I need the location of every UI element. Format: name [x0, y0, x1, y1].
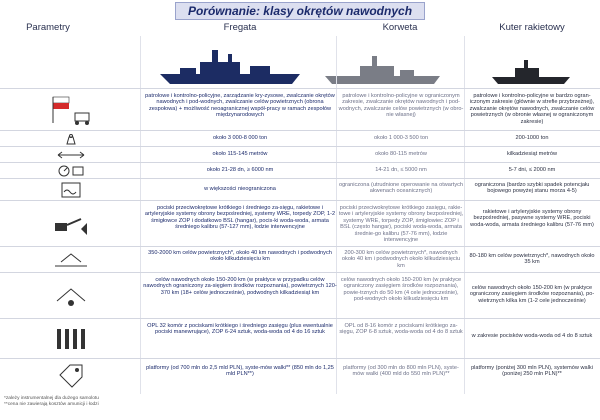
title-banner — [0, 2, 600, 20]
frigate-cost: platformy (od 700 mln do 2,5 mld PLN), syste-mów walki** (850 mln do 1,25 mld PLN**) — [146, 365, 334, 378]
header-corvette: Korweta — [382, 22, 418, 33]
table-row — [0, 272, 600, 319]
missile-length: kilkadziesiąt metrów — [506, 151, 558, 157]
frigate-munitions: OPL 32 komór z pociskami krótkiego i średniego zasięgu (plus ewentualnie pociski manewrujące), ZOP 6-24 sztuk, woda-woda od 4 do 16 sztuk — [147, 323, 333, 336]
missile-cost: platformy (poniżej 300 mln PLN), systemów walki (poniżej 250 mln PLN)** — [471, 365, 593, 378]
missile-displacement: 200-1000 ton — [515, 135, 549, 141]
missile-armament: rakietowe i artyleryjskie systemy obrony bezpośredniej, pasywne systemy WRE, pociski woda-woda, armata średniego kalibru (57-76 mm) — [470, 209, 594, 228]
frigate-endurance: około 21-28 dn, ≥ 6000 nm — [206, 167, 274, 173]
missile-role: patrolowe i kontrolno-policyjne w bardzo ogran-iczonym zakresie (głównie w strefie przybrzeżnej), zwalczanie okrętów nawodnych, zwalczanie celów powietrznych (w obronie własnej w ograniczonym zakresie) — [469, 93, 595, 125]
surface-range-icon — [2, 250, 140, 270]
frigate-displacement: około 3 000-8 000 ton — [212, 135, 268, 141]
air-range-icon — [2, 281, 140, 311]
ship-silhouettes — [0, 44, 600, 86]
footnote: **cena nie zawierają kosztów amunicji i łodzi — [4, 402, 99, 407]
sea-state-icon — [2, 182, 140, 198]
table-row — [0, 318, 600, 359]
corvette-engagement: celów nawodnych około 150-200 km (w praktyce ograniczony zasięgiem środków rozpoznania), powie-trznych do 50 km (4 cele jednocześnie), pod-wodnych około kilkudziesięciu km — [340, 277, 462, 303]
frigate-detection: 350-2000 km celów powietrznych*, około 40 km nawodnych i podwodnych około kilkudziesięciu km — [148, 250, 332, 263]
corvette-detection: 200-300 km celów powietrznych*, nawodnych około 40 km i podwodnych około kilkudziesięciu km — [341, 250, 461, 269]
footnotes — [4, 396, 99, 408]
weight-icon — [2, 133, 140, 145]
corvette-seaworthiness: ograniczona (utrudnione operowanie na otwartych akwenach oceanicznych) — [338, 182, 464, 195]
missile-seaworthiness: ograniczona (bardzo szybki spadek potencjału bojowego powyżej stanu morza 4-5) — [474, 182, 590, 195]
table-row — [0, 146, 600, 163]
length-icon — [2, 149, 140, 161]
table-row — [0, 246, 600, 273]
frigate-role: patrolowe i kontrolno-policyjne, zarządzanie kry-zysowe, zwalczanie okrętów nawodnych i pod-wodnych, zwalczanie celów powietrznych (obrona zespołowa) + możliwość neoagranicznej współ-pracy w ramach zespołów międzynarodowych — [145, 93, 335, 119]
table-row — [0, 130, 600, 147]
frigate-armament: pociski przeciwokrętowe krótkiego i średniego za-sięgu, rakietowe i artyleryjskie systemy obrony bezpośredniej, systemy WRE, torpedy ZOP, 1-2 śmigłowce ZOP i dodatkowo BSL (hangar), pocis-ki woda-woda, armata średniego kalibru (57-127 mm), łodzie interwencyjne — [144, 205, 336, 231]
table-row — [0, 178, 600, 201]
header-parameters: Parametry — [26, 22, 70, 33]
footnote: *zależy instrumentalnej dla dużego samolotu — [4, 396, 99, 401]
frigate-engagement: celów nawodnych około 150-200 km (w praktyce w przypadku celów nawodnych ograniczony za-sięgiem środków rozpoznania), powietrznych 120-370 km (18+ celów jednocześnie), podwodnych kilkadziesiąt km — [143, 277, 337, 296]
missile-engagement: celów nawodnych około 150-200 km (w praktyce ograniczony zasięgiem środków rozpoznania), po-wietrznych kilka km (1-2 cele jednocześnie) — [469, 285, 595, 304]
header-missile-boat: Kuter rakietowy — [499, 22, 565, 33]
corvette-endurance: 14-21 dn, ≤ 5000 nm — [375, 167, 427, 173]
header-frigate: Fregata — [223, 22, 257, 33]
table-row — [0, 88, 600, 131]
table-row — [0, 200, 600, 247]
corvette-munitions: OPL od 8-16 komór z pociskami krótkiego za-sięgu, ZOP 6-8 sztuk, woda-woda od 4 do 8 sztuk — [339, 323, 463, 336]
weapons-icon — [2, 209, 140, 239]
missile-detection: 80-180 km celów powietrznych*, nawodnych około 35 km — [469, 253, 595, 266]
corvette-cost: platformy (od 300 mln do 800 mln PLN), syste-mów walki (400 mld do 550 mln PLN)** — [343, 365, 459, 378]
frigate-length: około 115-145 metrów — [212, 151, 268, 157]
table-row — [0, 358, 600, 393]
corvette-armament: pociski przeciwokrętowe krótkiego zasięgu, rakie-towe i artyleryjskie systemy obrony bezpośredniej, systemy WRE, torpedy ZOP, śmigłowiec ZOP i BSL (często hangar), pociski woda-woda, armata średnie-go kalibru (57-76 mm), łodzie interwencyjne — [338, 205, 464, 244]
ensign-and-tasks-icon — [2, 95, 140, 125]
ships-icon — [0, 44, 600, 86]
corvette-role: patrolowe i kontrolno-policyjne w ograniczonym zakresie, zwalczanie okrętów nawodnych i pod-wodnych, zwalczanie celów powietrznych (w obro-nie własnej) — [338, 93, 464, 119]
page-title: Porównanie: klasy okrętów nawodnych — [175, 2, 425, 20]
table-row — [0, 162, 600, 179]
price-tag-icon — [2, 363, 140, 389]
munitions-icon — [2, 325, 140, 353]
speed-range-icon — [2, 165, 140, 177]
column-headers — [0, 22, 600, 36]
corvette-length: około 80-115 metrów — [375, 151, 427, 157]
missile-endurance: 5-7 dni, ≤ 2000 nm — [508, 167, 556, 173]
missile-munitions: w zakresie pocisków woda-woda od 4 do 8 sztuk — [471, 333, 593, 339]
frigate-seaworthiness: w większości nieograniczona — [204, 186, 276, 192]
corvette-displacement: około 1 000-3 500 ton — [373, 135, 429, 141]
